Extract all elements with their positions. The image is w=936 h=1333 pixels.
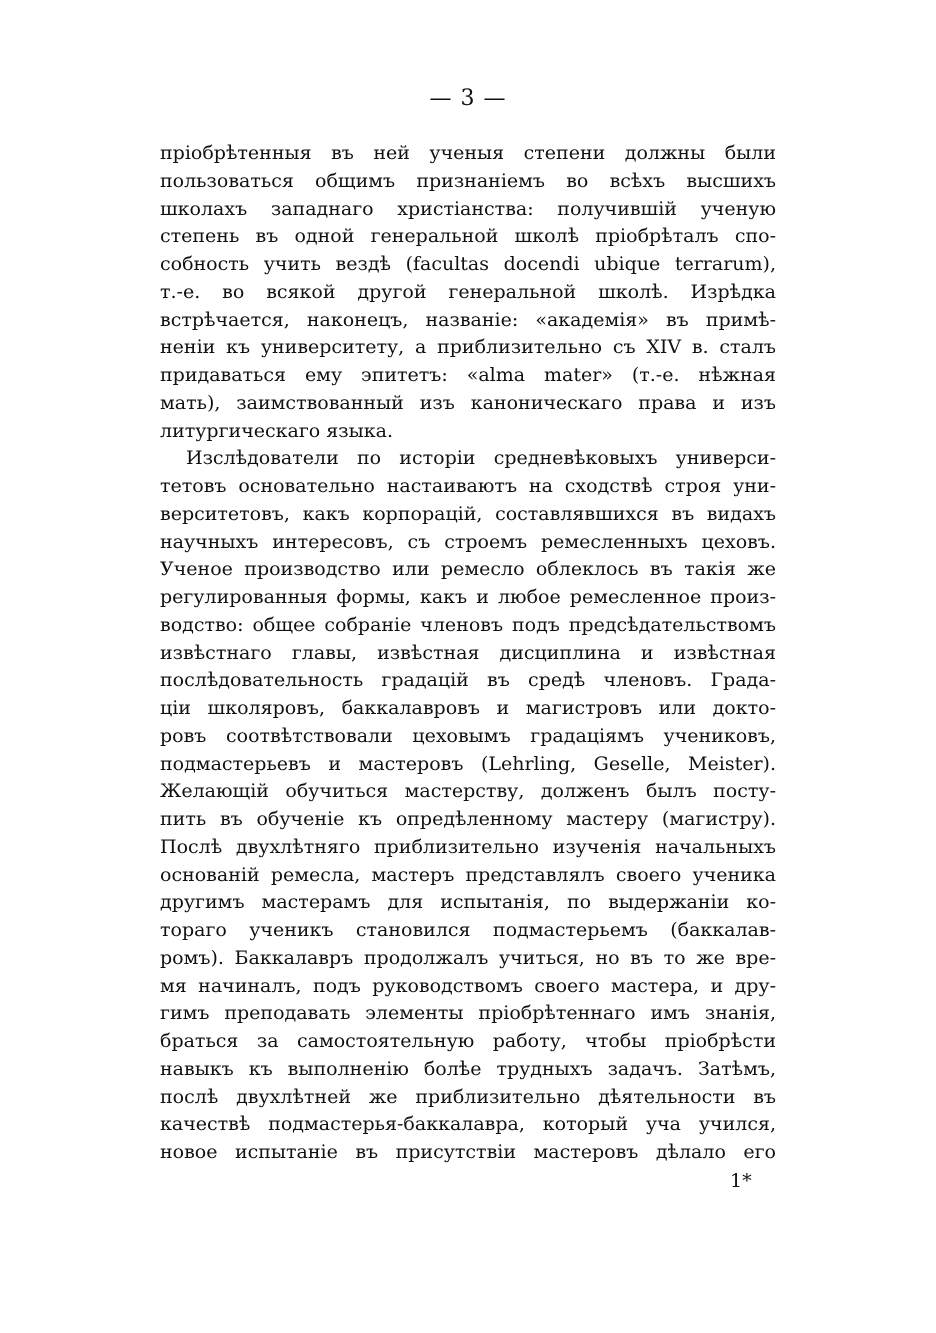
text-line: навыкъ къ выполненію болѣе трудныхъ задачъ. Затѣмъ, <box>160 1057 776 1080</box>
text-line: качествѣ подмастерья-баккалавра, который уча учился, <box>160 1113 776 1136</box>
text-line: пить въ обученіе къ опредѣленному мастеру (магистру). <box>160 808 776 830</box>
text-line: собность учить вездѣ (facultas docendi ubique terrarum), <box>160 253 776 275</box>
text-line: новое испытаніе въ присутствіи мастеровъ дѣлало его <box>160 1141 776 1163</box>
text-line: научныхъ интересовъ, съ строемъ ремесленныхъ цеховъ. <box>160 530 776 553</box>
text-line: браться за самостоятельную работу, чтобы пріобрѣсти <box>160 1030 776 1052</box>
text-line: извѣстнаго главы, извѣстная дисциплина и извѣстная <box>160 641 776 664</box>
text-line: ціи школяровъ, баккалавровъ и магистровъ или докто- <box>160 697 776 719</box>
text-line: ровъ соотвѣтствовали цеховымъ градаціямъ учениковъ, <box>160 724 776 747</box>
text-line: пользоваться общимъ признаніемъ во всѣхъ высшихъ <box>160 169 776 192</box>
text-line: Ученое производство или ремесло облеклось въ такія же <box>160 558 776 581</box>
text-line: Послѣ двухлѣтняго приблизительно изученія начальныхъ <box>160 835 776 858</box>
body-text <box>160 140 776 1167</box>
text-line: встрѣчается, наконецъ, названіе: «академія» въ примѣ- <box>160 308 776 331</box>
text-line: пріобрѣтенныя въ ней ученыя степени должны были <box>160 142 776 164</box>
text-line: послѣ двухлѣтней же приблизительно дѣятельности въ <box>160 1085 776 1108</box>
text-line: тораго ученикъ становился подмастерьемъ (баккалав- <box>160 919 776 941</box>
signature-mark: 1* <box>730 1170 752 1192</box>
paragraph <box>160 445 776 1167</box>
text-line: Изслѣдователи по исторіи средневѣковыхъ универси- <box>186 447 776 470</box>
text-line: водство: общее собраніе членовъ подъ предсѣдательствомъ <box>160 613 776 636</box>
text-line: неніи къ университету, а приблизительно съ XIV в. сталъ <box>160 336 776 359</box>
page-number: — 3 — <box>429 86 507 111</box>
text-line: мать), заимствованный изъ каноническаго права и изъ <box>160 391 776 414</box>
text-line: степень въ одной генеральной школѣ пріобрѣталъ спо- <box>160 225 776 248</box>
text-line: придаваться ему эпитетъ: «alma mater» (т.-е. нѣжная <box>160 364 776 386</box>
text-line: литургическаго языка. <box>160 419 394 442</box>
text-line: школахъ западнаго христіанства: получившій ученую <box>160 197 776 220</box>
text-line: тетовъ основательно настаиваютъ на сходствѣ строя уни- <box>160 475 776 497</box>
text-line: подмастерьевъ и мастеровъ (Lehrling, Geselle, Meister). <box>160 752 776 775</box>
text-line: гимъ преподавать элементы пріобрѣтеннаго имъ знанія, <box>160 1002 776 1025</box>
text-line: мя начиналъ, подъ руководствомъ своего мастера, и дру- <box>160 974 776 997</box>
text-line: т.-е. во всякой другой генеральной школѣ. Изрѣдка <box>160 280 776 303</box>
text-line: основаній ремесла, мастеръ представлялъ своего ученика <box>160 863 776 886</box>
paragraph <box>160 140 776 445</box>
text-line: другимъ мастерамъ для испытанія, по выдержаніи ко- <box>160 891 776 914</box>
text-line: ромъ). Баккалавръ продолжалъ учиться, но въ то же вре- <box>160 946 776 969</box>
text-line: Желающій обучиться мастерству, долженъ былъ посту- <box>160 780 776 803</box>
text-line: регулированныя формы, какъ и любое ремесленное произ- <box>160 586 776 608</box>
text-line: верситетовъ, какъ корпорацій, составлявшихся въ видахъ <box>160 502 776 525</box>
text-line: послѣдовательность градацій въ средѣ членовъ. Града- <box>160 669 776 692</box>
